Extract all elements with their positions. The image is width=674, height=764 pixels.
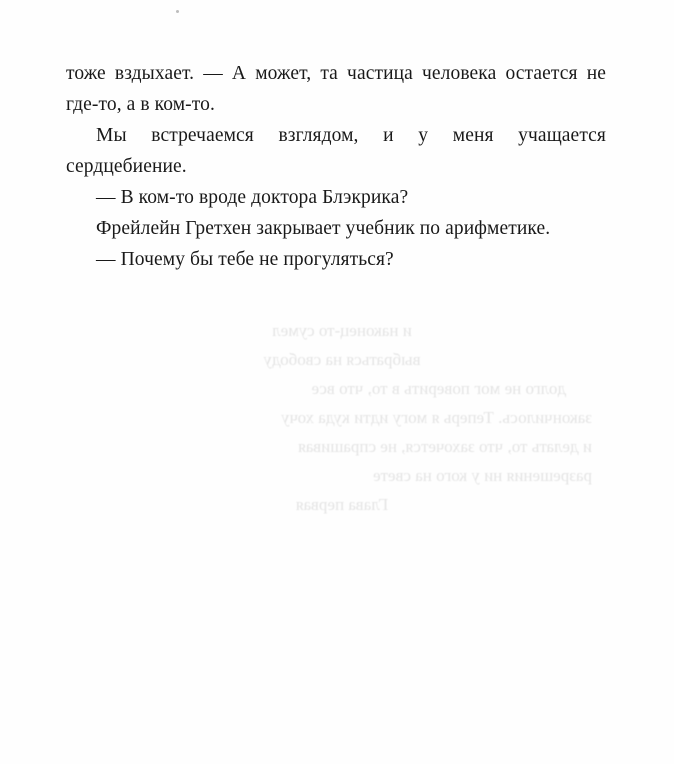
paragraph-dialogue: — В ком-то вроде доктора Блэкрика? [96, 187, 409, 208]
show-through-line: Глава первая [295, 495, 389, 514]
page-body-text [66, 58, 606, 275]
show-through-line: и делать то, что захочется, не спрашивая [298, 437, 592, 456]
paper-speck [176, 10, 179, 13]
show-through-line: разрешения ни у кого на свете [373, 466, 592, 485]
show-through-text [92, 316, 592, 519]
show-through-line: закончилось. Теперь я могу идти куда хочу [281, 408, 592, 427]
paragraph-dialogue: — Почему бы тебе не прогуляться? [96, 249, 394, 270]
show-through-line: долго не мог поверить в то, что все [311, 379, 566, 398]
paragraph: Фрейлейн Гретхен закрывает учебник по арифметике. [96, 218, 551, 239]
paragraph: Мы встречаемся взглядом, и у меня учащается сердцебиение. [66, 125, 606, 177]
show-through-line: и наконец-то сумел [272, 321, 412, 340]
paragraph: тоже вздыхает. — А может, та частица человека остается не где-то, а в ком-то. [66, 63, 606, 115]
show-through-line: выбраться на свободу [263, 350, 421, 369]
